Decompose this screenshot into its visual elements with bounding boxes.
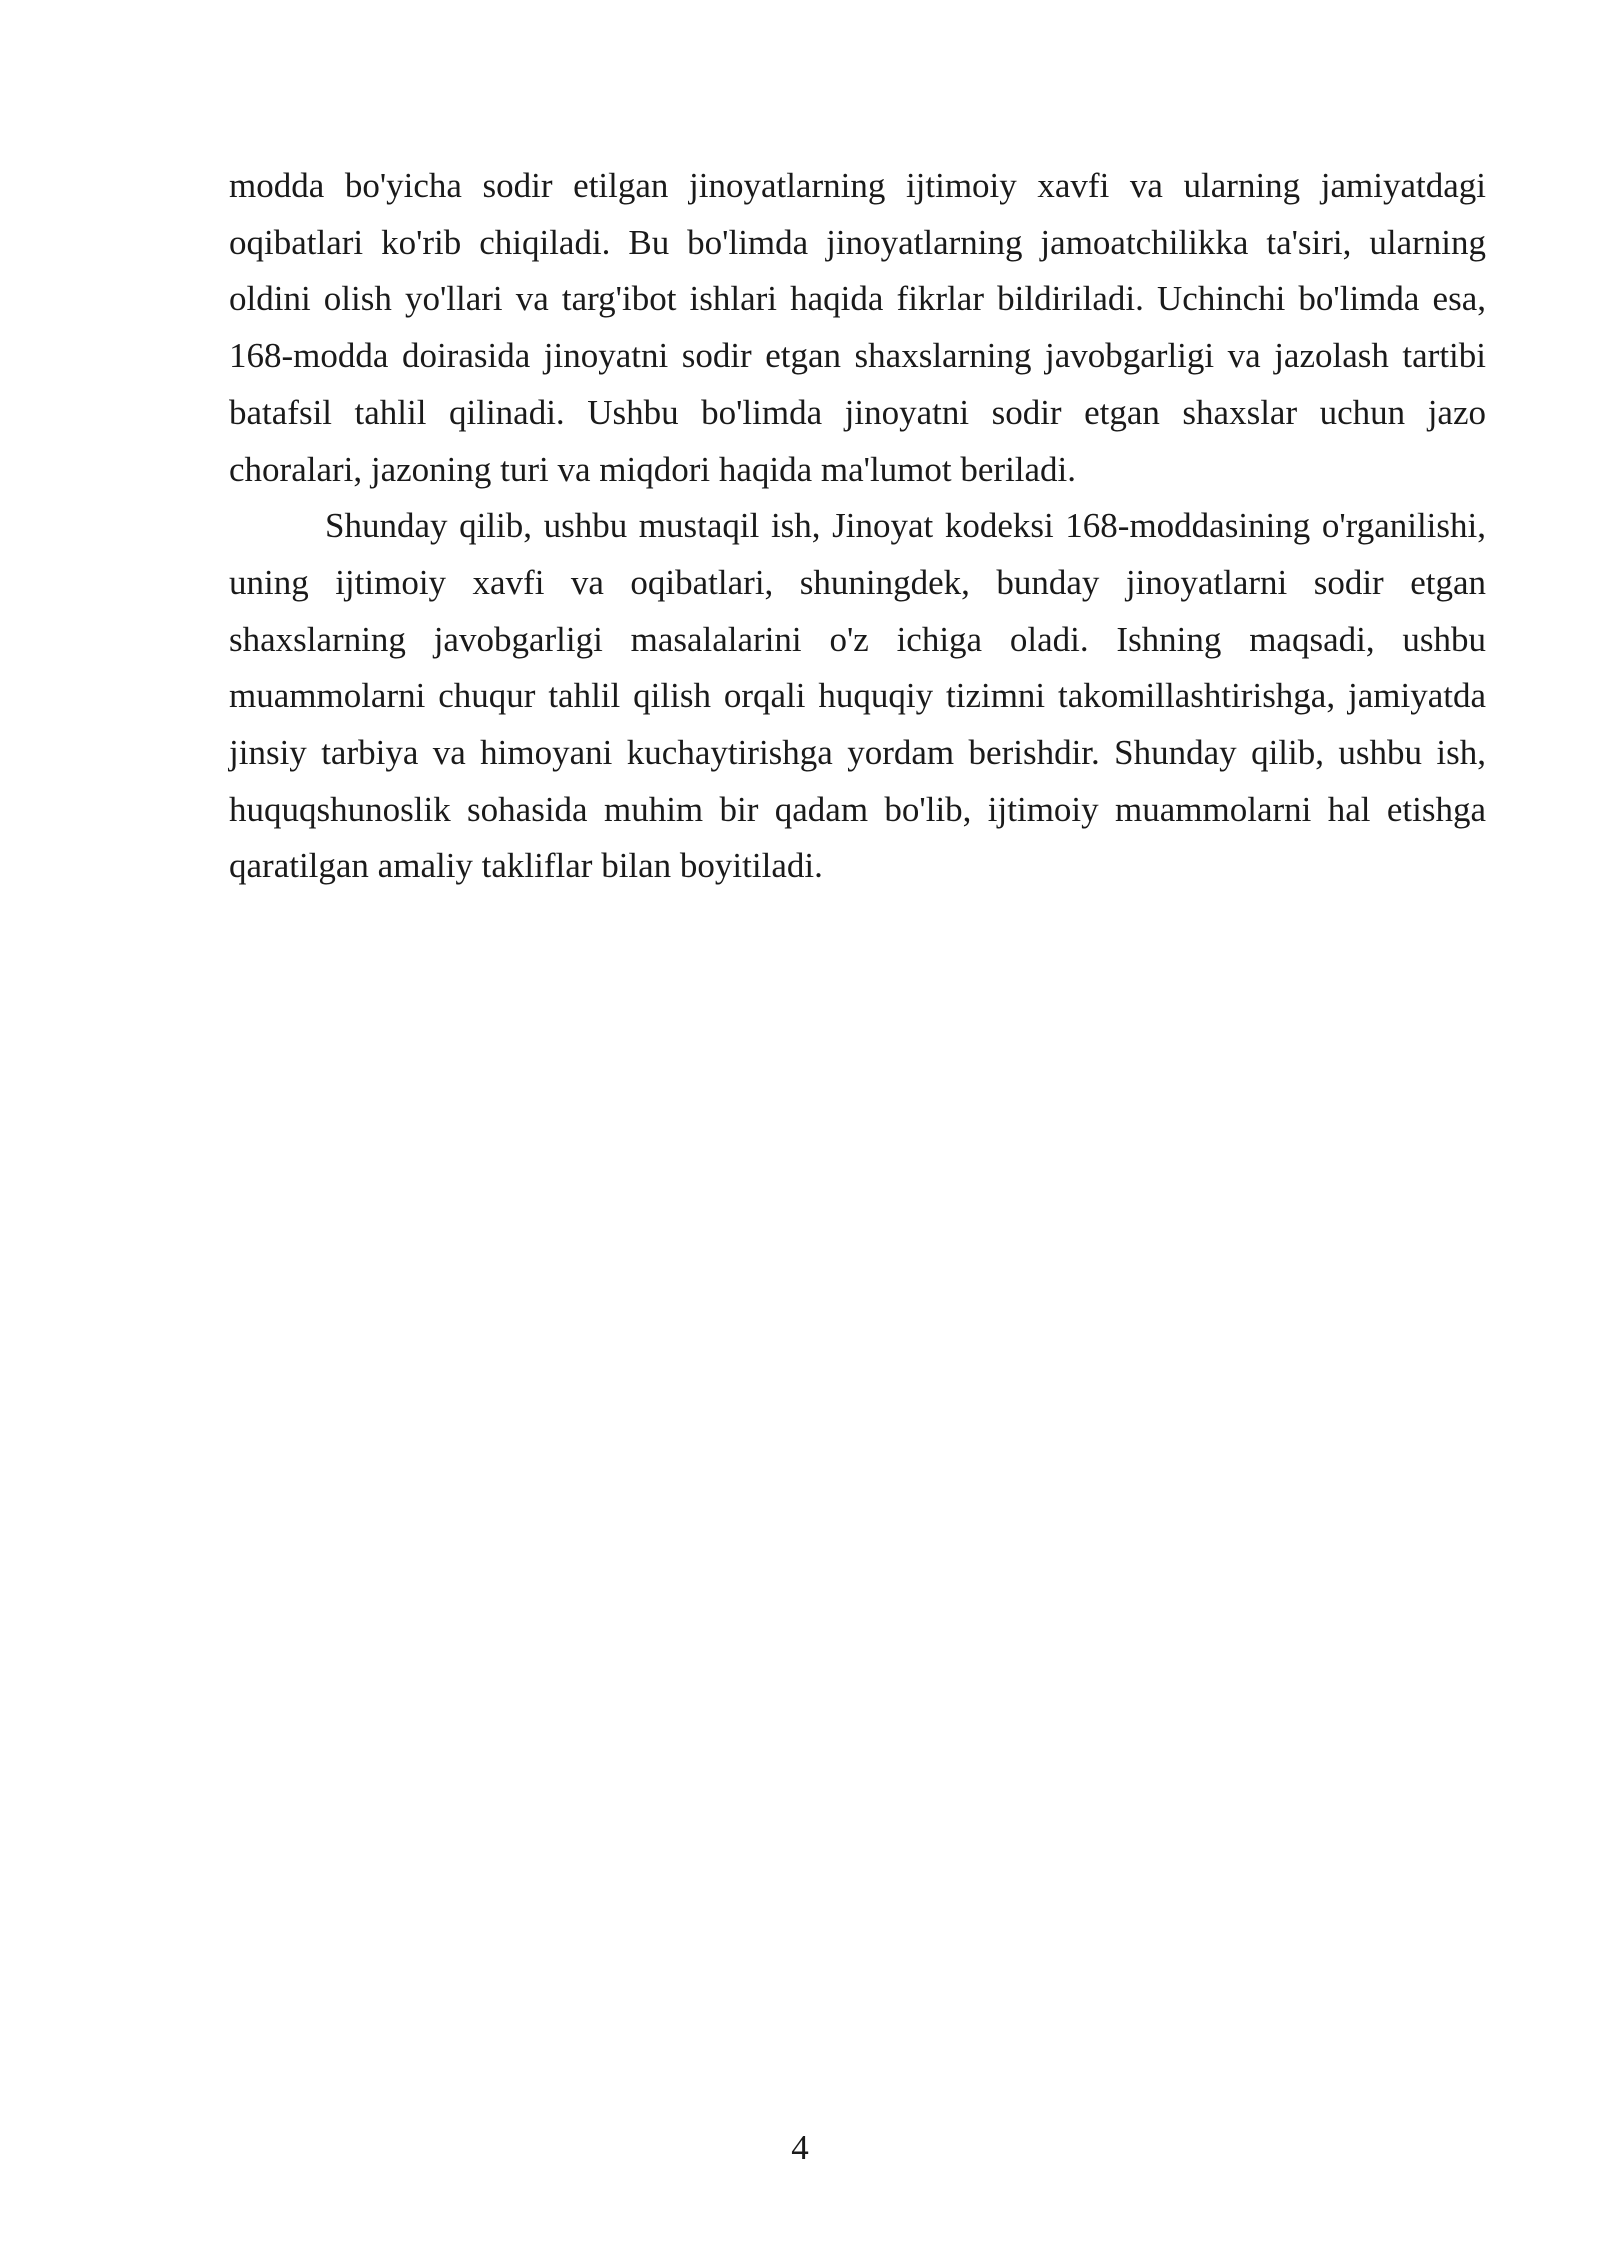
page-number: 4 bbox=[791, 2128, 809, 2167]
body-text bbox=[229, 158, 1486, 895]
paragraph-conclusion: Shunday qilib, ushbu mustaqil ish, Jinoyat kodeksi 168-moddasining o'rganilishi, uning ijtimoiy xavfi va oqibatlari, shuningdek, bunday jinoyatlarni sodir etgan shaxslarning javobgarligi masalalarini o'z ichiga oladi. Ishning maqsadi, ushbu muammolarni chuqur tahlil qilish orqali huquqiy tizimni takomillashtirishga, jamiyatda jinsiy tarbiya va himoyani kuchaytirishga yordam berishdir. Shunday qilib, ushbu ish, huquqshunoslik sohasida muhim bir qadam bo'lib, ijtimoiy muammolarni hal etishga qaratilgan amaliy takliflar bilan boyitiladi. bbox=[229, 506, 1486, 886]
paragraph-continuation: modda bo'yicha sodir etilgan jinoyatlarning ijtimoiy xavfi va ularning jamiyatdagi oqibatlari ko'rib chiqiladi. Bu bo'limda jinoyatlarning jamoatchilikka ta'siri, ularning oldini olish yo'llari va targ'ibot ishlari haqida fikrlar bildiriladi. Uchinchi bo'limda esa, 168-modda doirasida jinoyatni sodir etgan shaxslarning javobgarligi va jazolash tartibi batafsil tahlil qilinadi. Ushbu bo'limda jinoyatni sodir etgan shaxslar uchun jazo choralari, jazoning turi va miqdori haqida ma'lumot beriladi. bbox=[229, 166, 1486, 489]
